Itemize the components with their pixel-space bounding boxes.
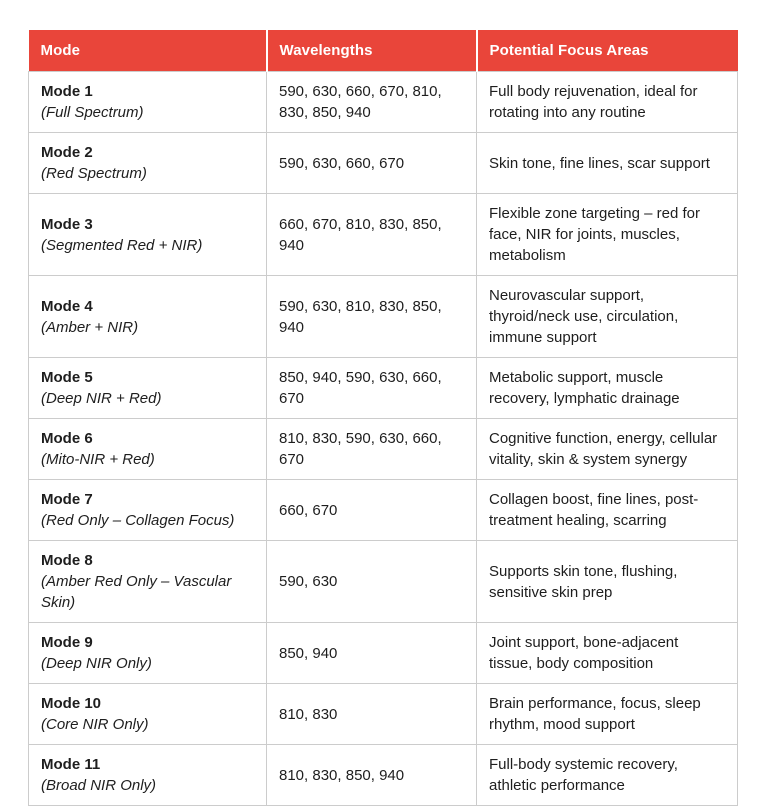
mode-subtitle: (Amber Red Only – Vascular Skin) <box>41 573 232 611</box>
focus-cell: Brain performance, focus, sleep rhythm, mood support <box>477 684 738 745</box>
mode-subtitle: (Amber + NIR) <box>41 318 139 336</box>
focus-cell: Metabolic support, muscle recovery, lymphatic drainage <box>477 358 738 419</box>
focus-cell: Neurovascular support, thyroid/neck use, circulation, immune support <box>477 276 738 358</box>
table-row <box>29 623 738 684</box>
table-row <box>29 684 738 745</box>
mode-subtitle: (Red Spectrum) <box>41 165 147 182</box>
mode-subtitle: (Full Spectrum) <box>41 104 144 121</box>
mode-cell <box>29 72 267 133</box>
table-row <box>29 541 738 623</box>
wavelengths-cell: 590, 630, 660, 670, 810, 830, 850, 940 <box>267 72 477 133</box>
focus-cell: Collagen boost, fine lines, post-treatment healing, scarring <box>477 480 738 541</box>
mode-cell <box>29 358 267 419</box>
mode-name: Mode 10 <box>41 695 102 712</box>
wavelengths-cell: 590, 630, 810, 830, 850, 940 <box>267 276 477 358</box>
column-header-focus-areas: Potential Focus Areas <box>477 30 738 72</box>
wavelengths-cell: 850, 940, 590, 630, 660, 670 <box>267 358 477 419</box>
mode-subtitle: (Deep NIR Only) <box>41 655 152 672</box>
mode-cell <box>29 745 267 806</box>
mode-subtitle: (Core NIR Only) <box>41 716 149 733</box>
focus-cell: Skin tone, fine lines, scar support <box>477 133 738 194</box>
mode-name: Mode 4 <box>41 297 93 315</box>
mode-name: Mode 9 <box>41 634 93 651</box>
mode-name: Mode 3 <box>41 215 93 233</box>
header-row <box>29 30 738 72</box>
mode-name: Mode 11 <box>41 756 101 773</box>
focus-cell: Supports skin tone, flushing, sensitive skin prep <box>477 541 738 623</box>
mode-cell <box>29 684 267 745</box>
table-row <box>29 276 738 358</box>
mode-cell <box>29 623 267 684</box>
focus-cell: Cognitive function, energy, cellular vitality, skin & system synergy <box>477 419 738 480</box>
focus-cell: Full body rejuvenation, ideal for rotating into any routine <box>477 72 738 133</box>
table-header <box>29 30 738 72</box>
mode-name: Mode 8 <box>41 552 93 569</box>
table-row <box>29 745 738 806</box>
mode-cell <box>29 276 267 358</box>
wavelengths-cell: 660, 670, 810, 830, 850, 940 <box>267 194 477 276</box>
mode-subtitle: (Mito-NIR + Red) <box>41 451 155 468</box>
mode-cell <box>29 419 267 480</box>
mode-cell <box>29 480 267 541</box>
mode-name: Mode 6 <box>41 430 93 447</box>
wavelengths-cell: 590, 630 <box>267 541 477 623</box>
wavelengths-cell: 810, 830, 590, 630, 660, 670 <box>267 419 477 480</box>
table-row <box>29 133 738 194</box>
wavelengths-cell: 590, 630, 660, 670 <box>267 133 477 194</box>
mode-cell <box>29 133 267 194</box>
table-row <box>29 358 738 419</box>
focus-cell: Joint support, bone-adjacent tissue, body composition <box>477 623 738 684</box>
mode-name: Mode 2 <box>41 144 93 161</box>
table-row <box>29 480 738 541</box>
mode-name: Mode 7 <box>41 491 93 508</box>
table-row <box>29 194 738 276</box>
mode-subtitle: (Deep NIR + Red) <box>41 390 162 407</box>
mode-cell <box>29 194 267 276</box>
focus-cell: Full-body systemic recovery, athletic performance <box>477 745 738 806</box>
mode-subtitle: (Broad NIR Only) <box>41 777 157 794</box>
table-row <box>29 72 738 133</box>
mode-subtitle: (Red Only – Collagen Focus) <box>41 512 235 529</box>
wavelengths-cell: 810, 830, 850, 940 <box>267 745 477 806</box>
table-body <box>29 72 738 806</box>
table-row <box>29 419 738 480</box>
wavelengths-cell: 660, 670 <box>267 480 477 541</box>
modes-table <box>28 30 738 806</box>
mode-subtitle: (Segmented Red + NIR) <box>41 236 203 254</box>
mode-cell <box>29 541 267 623</box>
wavelengths-cell: 810, 830 <box>267 684 477 745</box>
mode-name: Mode 1 <box>41 83 93 100</box>
column-header-wavelengths: Wavelengths <box>267 30 477 72</box>
column-header-mode: Mode <box>29 30 267 72</box>
mode-name: Mode 5 <box>41 369 93 386</box>
focus-cell: Flexible zone targeting – red for face, NIR for joints, muscles, metabolism <box>477 194 738 276</box>
wavelengths-cell: 850, 940 <box>267 623 477 684</box>
